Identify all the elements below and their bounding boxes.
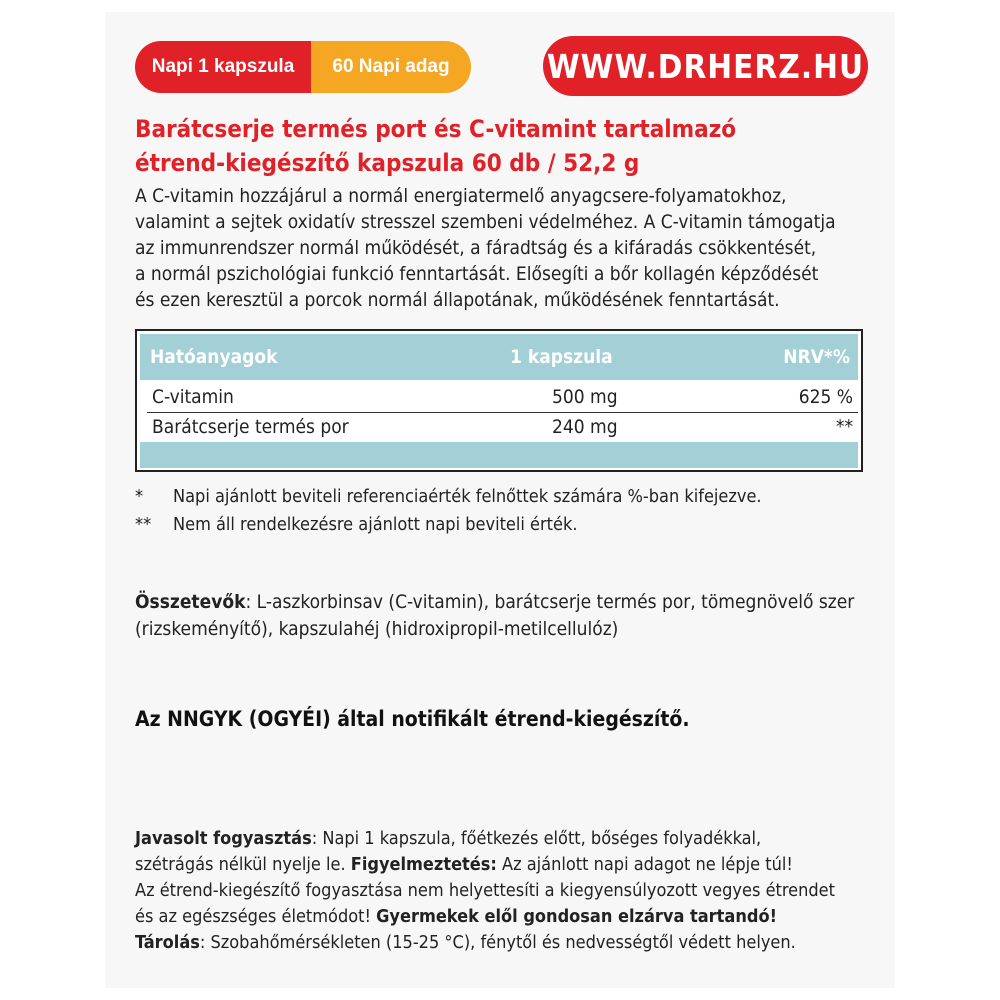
row-ingredient: Barátcserje termés por	[152, 416, 349, 438]
storage-text: : Szobahőmérsékleten (15-25 °C), fénytől és nedvességtől védett helyen.	[199, 932, 796, 953]
usage-text: Az étrend-kiegészítő fogyasztása nem helyettesíti a kiegyensúlyozott vegyes étrendet	[135, 880, 835, 901]
usage-text: Az ajánlott napi adagot ne lépje túl!	[496, 854, 793, 875]
usage-text: : Napi 1 kapszula, főétkezés előtt, bőséges folyadékkal,	[311, 828, 762, 849]
intro-line: és ezen keresztül a porcok normál állapotának, működésének fenntartását.	[135, 289, 780, 311]
title-line-1: Barátcserje termés port és C-vitamint tartalmazó	[135, 115, 737, 143]
ingredients-section	[135, 589, 865, 643]
usage-label: Javasolt fogyasztás	[135, 828, 312, 849]
daily-dose-badge: Napi 1 kapszula	[135, 41, 311, 93]
footnote-text: Napi ajánlott beviteli referenciaérték felnőttek számára %-ban kifejezve.	[173, 486, 762, 507]
intro-line: az immunrendszer normál működését, a fáradtság és a kifáradás csökkentését,	[135, 237, 817, 259]
website-link[interactable]: WWW.DRHERZ.HU	[543, 36, 868, 96]
servings-badge: 60 Napi adag	[311, 41, 471, 93]
table-row	[147, 382, 858, 413]
nutrition-table	[135, 329, 863, 472]
intro-line: valamint a sejtek oxidatív stresszel szembeni védelméhez. A C-vitamin támogatja	[135, 211, 836, 233]
children-warning: Gyermekek elől gondosan elzárva tartandó!	[376, 906, 777, 927]
product-title	[135, 112, 855, 180]
table-footer	[140, 442, 858, 468]
usage-text: szétrágás nélkül nyelje le.	[135, 854, 351, 875]
usage-text: és az egészséges életmódot!	[135, 906, 377, 927]
ingredients-label: Összetevők	[135, 591, 246, 613]
footnote-mark: *	[135, 486, 144, 507]
notification-statement: Az NNGYK (OGYÉI) által notifikált étrend-kiegészítő.	[135, 707, 690, 731]
dose-badge	[135, 41, 471, 93]
footnote	[135, 511, 855, 539]
table-header	[140, 334, 858, 380]
header-nrv: NRV*%	[783, 346, 850, 368]
ingredients-text: : L-aszkorbinsav (C-vitamin), barátcserje termés por, tömegnövelő szer	[245, 591, 855, 613]
footnotes	[135, 483, 855, 539]
storage-label: Tárolás	[135, 932, 200, 953]
row-nrv: **	[835, 416, 853, 438]
intro-text	[135, 183, 855, 313]
title-line-2: étrend-kiegészítő kapszula 60 db / 52,2 g	[135, 149, 640, 177]
footnote	[135, 483, 855, 511]
intro-line: a normál pszichológiai funkció fenntartását. Elősegíti a bőr kollagén képződését	[135, 263, 819, 285]
intro-line: A C-vitamin hozzájárul a normál energiatermelő anyagcsere-folyamatokhoz,	[135, 185, 787, 207]
row-ingredient: C-vitamin	[152, 386, 234, 408]
table-row	[147, 412, 858, 443]
row-nrv: 625 %	[798, 386, 853, 408]
usage-section	[135, 826, 865, 956]
footnote-mark: **	[135, 514, 152, 535]
row-amount: 500 mg	[552, 386, 618, 408]
row-amount: 240 mg	[552, 416, 618, 438]
footnote-text: Nem áll rendelkezésre ajánlott napi beviteli érték.	[173, 514, 578, 535]
header-active-ingredients: Hatóanyagok	[150, 346, 278, 368]
header-per-capsule: 1 kapszula	[510, 346, 613, 368]
ingredients-text: (rizskeményítő), kapszulahéj (hidroxipropil-metilcellulóz)	[135, 618, 619, 640]
warning-label: Figyelmeztetés:	[350, 854, 497, 875]
